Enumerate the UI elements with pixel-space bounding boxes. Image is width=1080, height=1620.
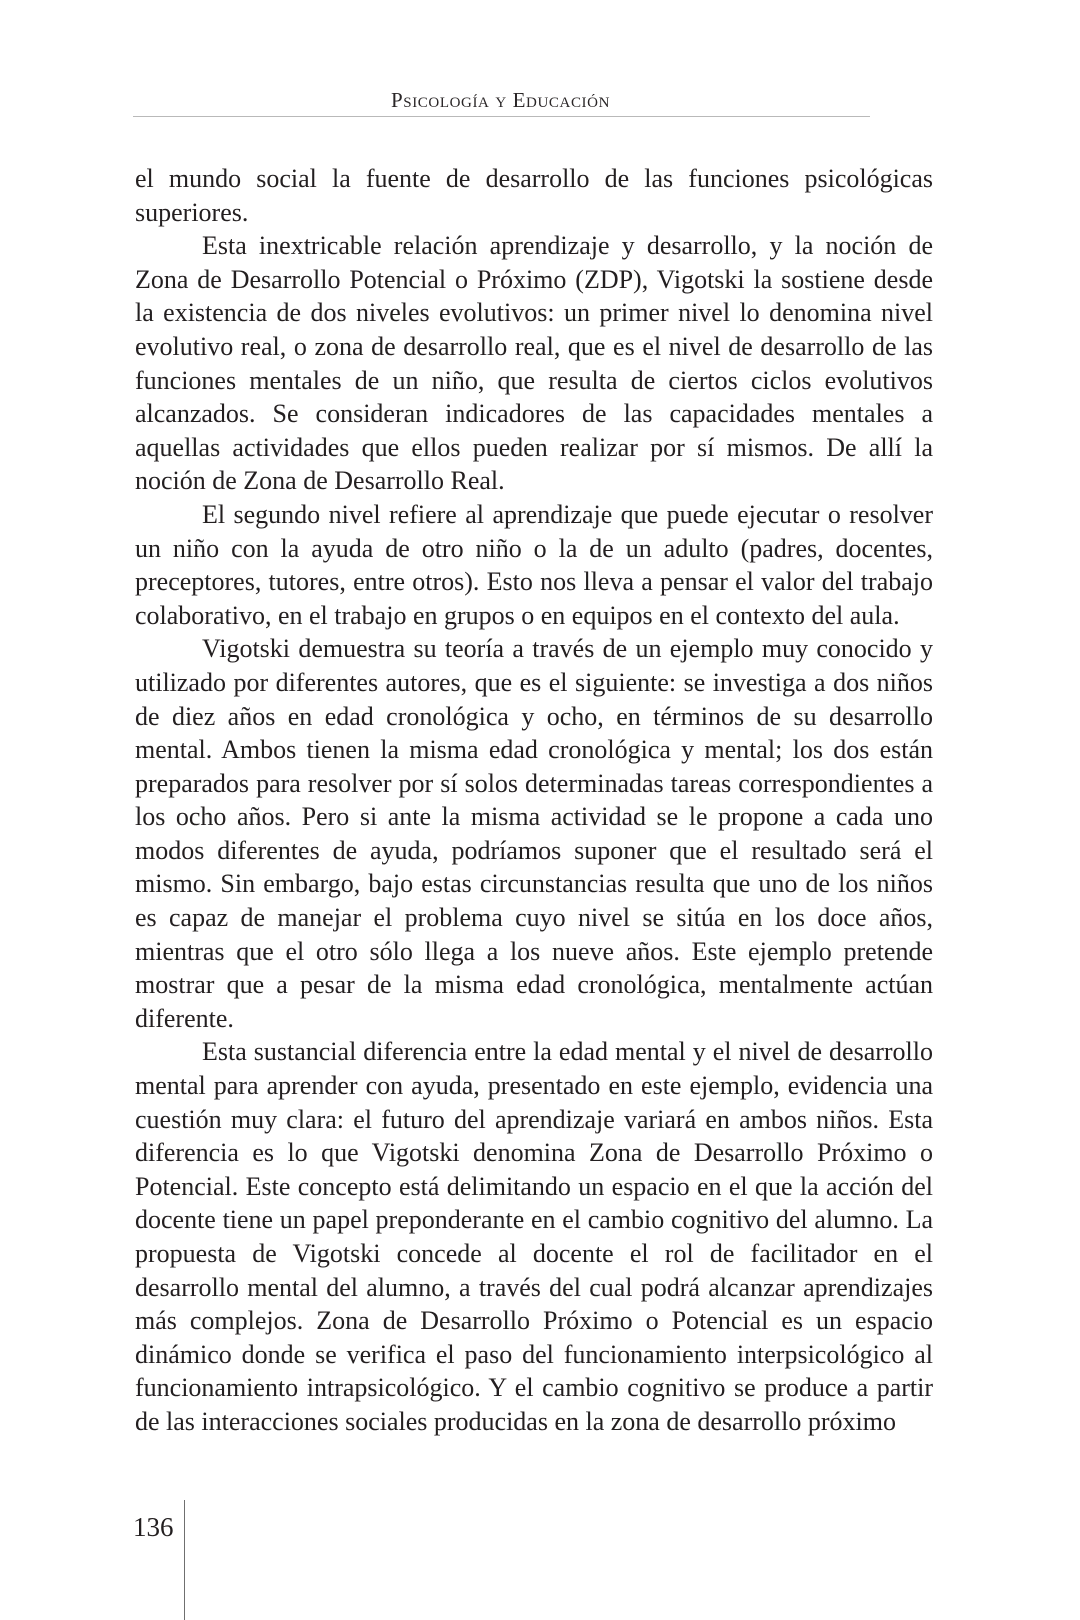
paragraph-3: El segundo nivel refiere al aprendizaje que puede ejecutar o resolver un niño con la ayuda de otro niño o la de un adulto (padres, docentes, preceptores, tutores, entre otros). Esto nos lleva a pensar el valor del trabajo colaborativo, en el trabajo en grupos o en equipos en el contexto del aula. — [135, 499, 933, 630]
running-head: Psicología y Educación — [390, 88, 611, 112]
body-text — [135, 162, 933, 1439]
paragraph-1: el mundo social la fuente de desarrollo de las funciones psicológicas superiores. — [135, 164, 933, 227]
paragraph-2: Esta inextricable relación aprendizaje y desarrollo, y la noción de Zona de Desarrollo Potencial o Próximo (ZDP), Vigotski la sostiene desde la existencia de dos niveles evolutivos: un primer nivel lo denomina nivel evolutivo real, o zona de desarrollo real, que es el nivel de desarrollo de las funciones mentales de un niño, que resulta de ciertos ciclos evolutivos alcanzados. Se consideran indicadores de las capacidades mentales a aquellas actividades que ellos pueden realizar por sí mismos. De allí la noción de Zona de Desarrollo Real. — [135, 231, 933, 496]
paragraph-4: Vigotski demuestra su teoría a través de un ejemplo muy conocido y utilizado por diferentes autores, que es el siguiente: se investiga a dos niños de diez años en edad cronológica y ocho, en términos de su desarrollo mental. Ambos tienen la misma edad cronológica y mental; los dos están preparados para resolver por sí solos determinadas tareas correspondientes a los ocho años. Pero si ante la misma actividad se le propone a cada uno modos diferentes de ayuda, podríamos suponer que el resultado será el mismo. Sin embargo, bajo estas circunstancias resulta que uno de los niños es capaz de manejar el problema cuyo nivel se sitúa en los doce años, mientras que el otro sólo llega a los nueve años. Este ejemplo pretende mostrar que a pesar de la misma edad cronológica, mentalmente actúan diferente. — [135, 634, 933, 1033]
header-rule — [133, 116, 870, 117]
page-number: 136 — [133, 1512, 174, 1542]
paragraph-5: Esta sustancial diferencia entre la edad mental y el nivel de desarrollo mental para aprender con ayuda, presentado en este ejemplo, evidencia una cuestión muy clara: el futuro del aprendizaje variará en ambos niños. Esta diferencia es lo que Vigotski denomina Zona de Desarrollo Próximo o Potencial. Este concepto está delimitando un espacio en el que la acción del docente tiene un papel preponderante en el cambio cognitivo del alumno. La propuesta de Vigotski concede al docente el rol de facilitador en el desarrollo mental del alumno, a través del cual podrá alcanzar aprendizajes más complejos. Zona de Desarrollo Próximo o Potencial es un espacio dinámico donde se verifica el paso del funcionamiento interpsicológico al funcionamiento intrapsicológico. Y el cambio cognitivo se produce a partir de las interacciones sociales producidas en la zona de desarrollo próximo — [135, 1037, 933, 1436]
folio-rule — [184, 1500, 185, 1620]
